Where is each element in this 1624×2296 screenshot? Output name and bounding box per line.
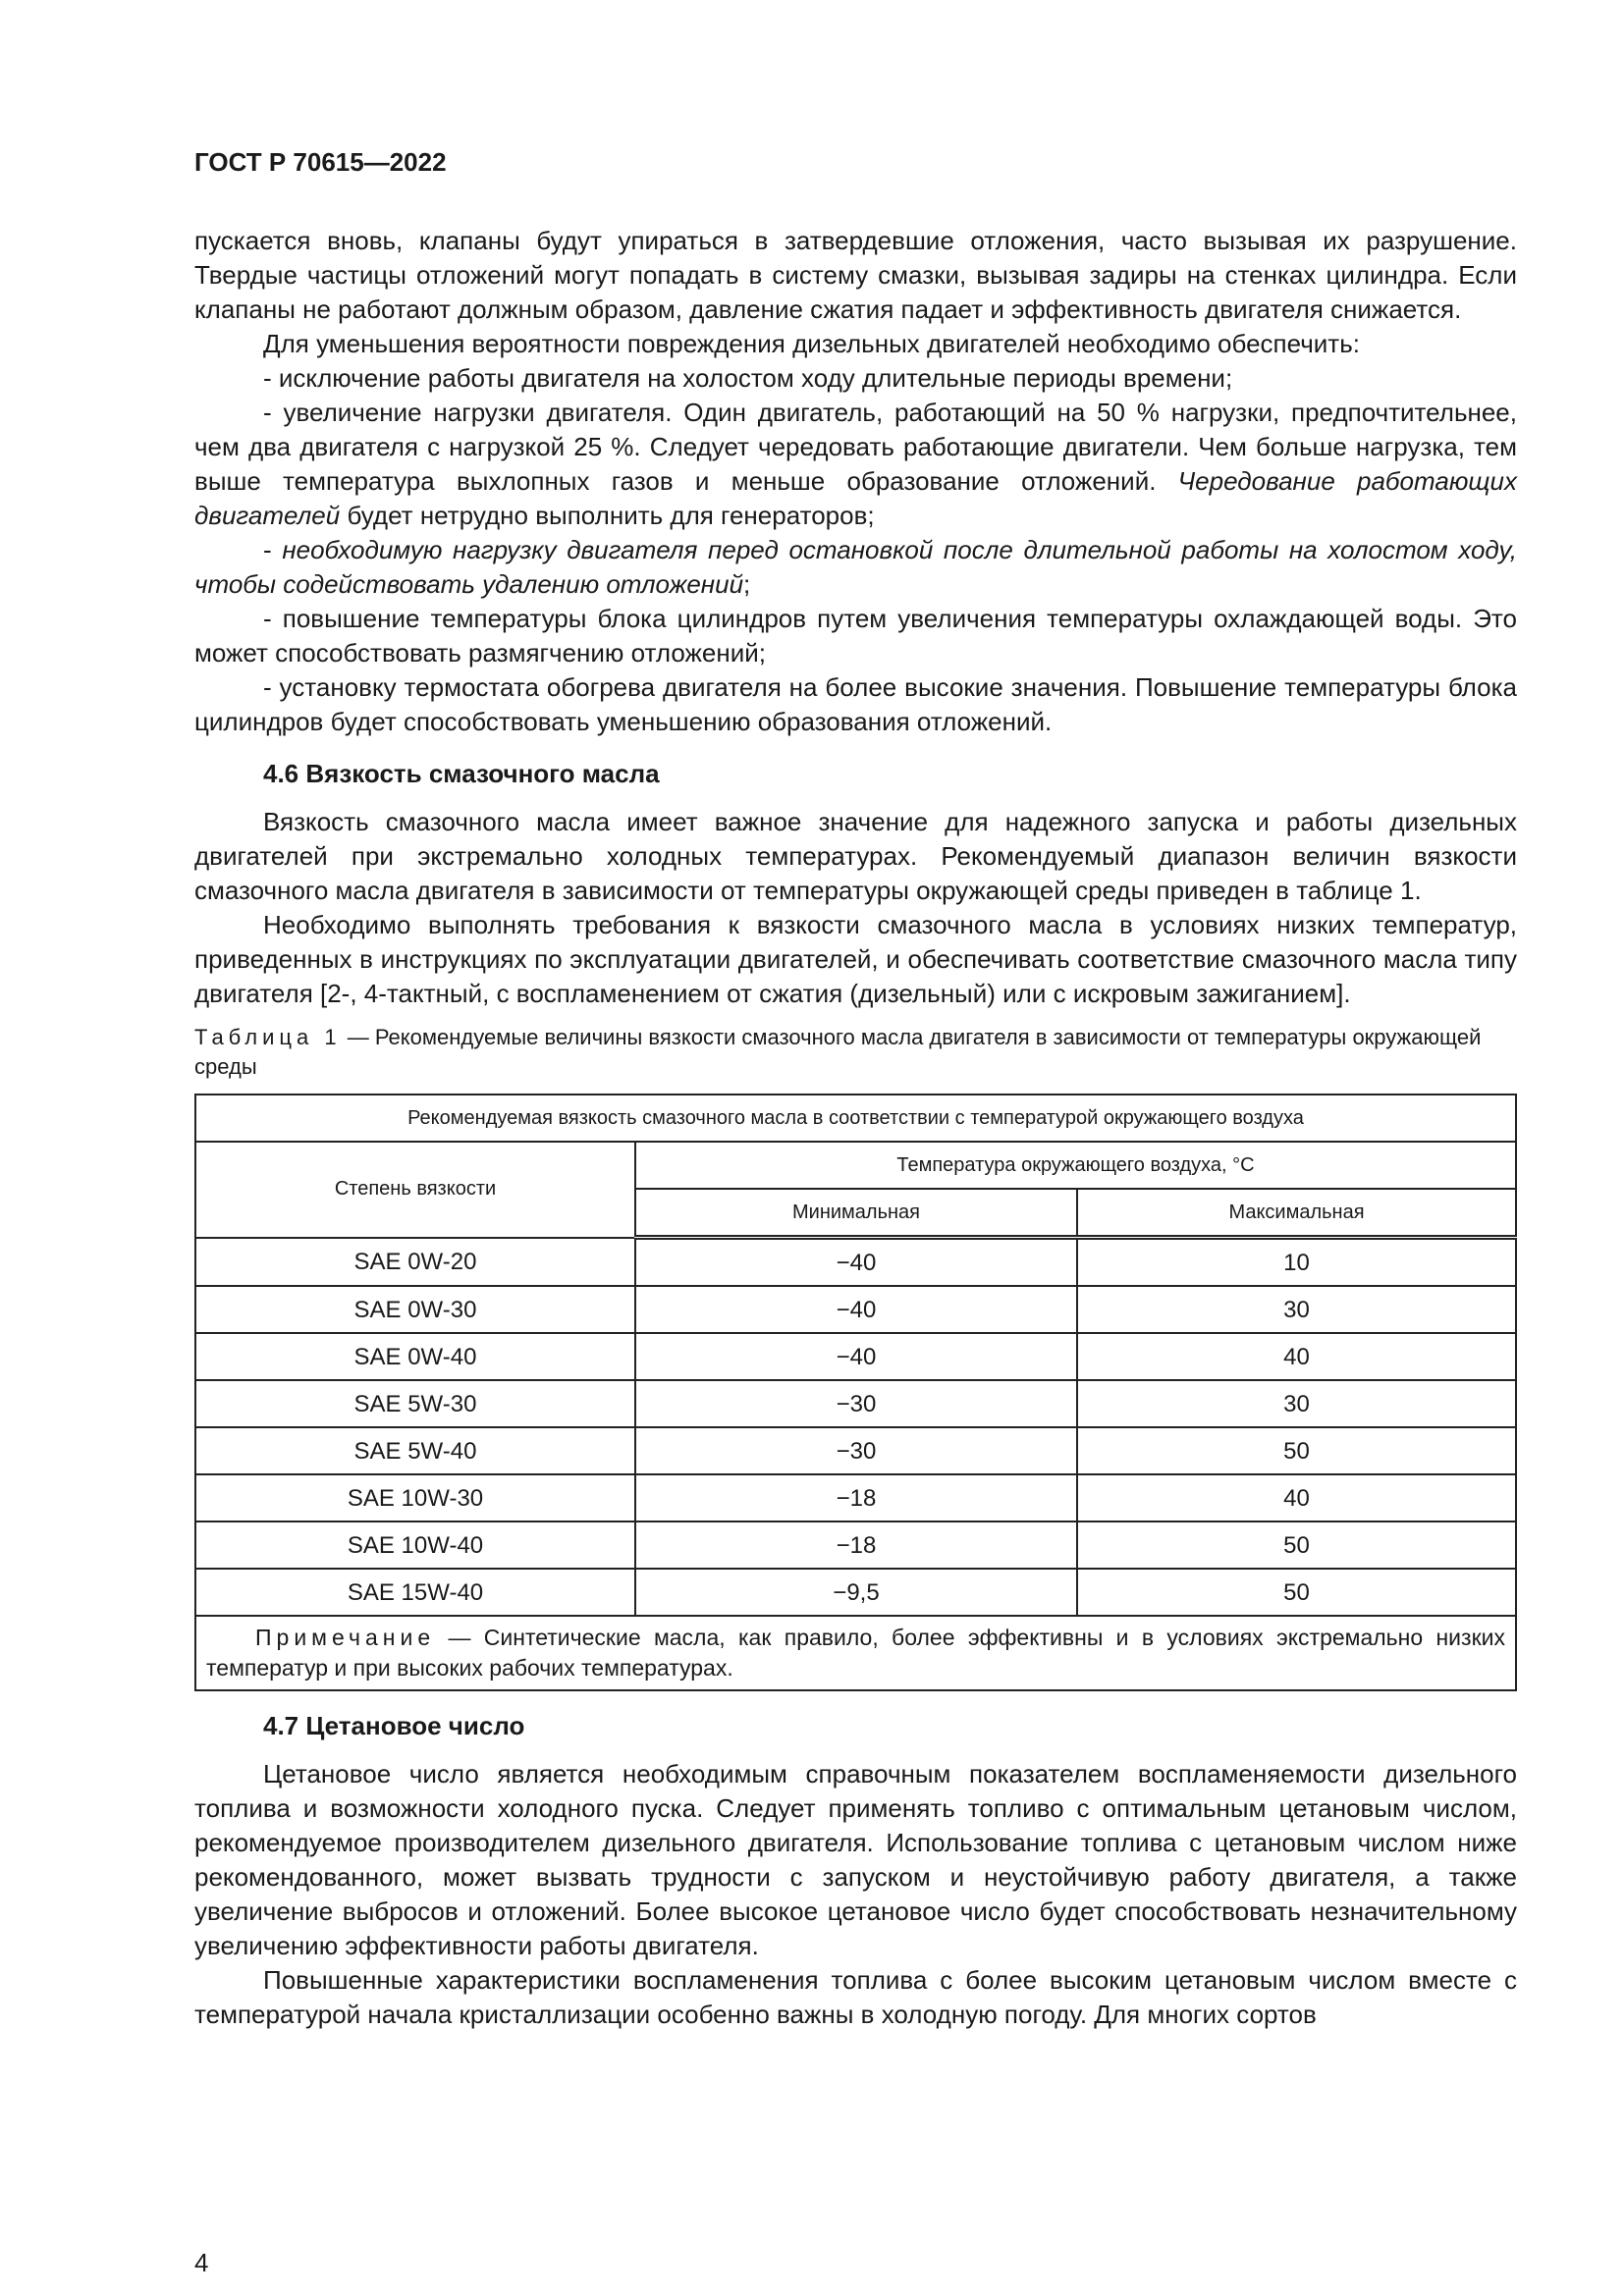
- column-header-grade: Степень вязкости: [195, 1142, 635, 1238]
- table-row: [195, 1569, 1516, 1616]
- table-row: [195, 1286, 1516, 1333]
- paragraph: пускается вновь, клапаны будут упираться в затвердевшие отложения, часто вызывая их разрушение. Твердые частицы отложений могут попадать в систему смазки, вызывая задиры на стенках цилиндра. Если клапаны не работают должным образом, давление сжатия падает и эффективность двигателя снижается.: [194, 226, 1517, 324]
- text: -: [263, 535, 283, 564]
- table-top-header: Рекомендуемая вязкость смазочного масла в соответствии с температурой окружающего воздуха: [195, 1095, 1516, 1142]
- table-row: [195, 1238, 1516, 1287]
- cell-grade: SAE 0W-40: [195, 1333, 635, 1380]
- cell-min: −18: [635, 1522, 1077, 1569]
- table-row: [195, 1427, 1516, 1474]
- text: ;: [743, 569, 751, 599]
- table-row: [195, 1522, 1516, 1569]
- cell-max: 30: [1077, 1380, 1516, 1427]
- cell-max: 40: [1077, 1474, 1516, 1522]
- cell-grade: SAE 10W-40: [195, 1522, 635, 1569]
- cell-max: 10: [1077, 1238, 1516, 1287]
- list-item: - повышение температуры блока цилиндров путем увеличения температуры охлаждающей воды. Это может способствовать размягчению отложений;: [194, 604, 1517, 667]
- text: - увеличение нагрузки двигателя. Один двигатель, работающий на 50 % нагрузки, предпочтительнее, чем два двигателя с нагрузкой 25 %. Следует чередовать работающие двигатели. Чем больше нагрузка, тем выше температура выхлопных газов и меньше образование отложений.: [194, 398, 1517, 496]
- paragraph: Повышенные характеристики воспламенения топлива с более высоким цетановым числом вместе с температурой начала кристаллизации особенно важны в холодную погоду. Для многих сортов: [194, 1965, 1517, 2029]
- page-body: [194, 224, 1517, 2032]
- cell-min: −40: [635, 1333, 1077, 1380]
- section-heading: 4.6 Вязкость смазочного масла: [263, 759, 660, 788]
- cell-min: −9,5: [635, 1569, 1077, 1616]
- cell-max: 50: [1077, 1569, 1516, 1616]
- paragraph: Вязкость смазочного масла имеет важное значение для надежного запуска и работы дизельных двигателей при экстремально холодных температурах. Рекомендуемый диапазон величин вязкости смазочного масла двигателя в зависимости от температуры окружающей среды приведен в таблице 1.: [194, 807, 1517, 905]
- cell-grade: SAE 10W-30: [195, 1474, 635, 1522]
- cell-min: −30: [635, 1427, 1077, 1474]
- cell-max: 50: [1077, 1522, 1516, 1569]
- table-note: [195, 1616, 1516, 1690]
- table-caption-label: Таблица 1: [194, 1025, 342, 1049]
- column-header-max: Максимальная: [1077, 1189, 1516, 1238]
- viscosity-table: [194, 1094, 1517, 1691]
- cell-grade: SAE 5W-40: [195, 1427, 635, 1474]
- cell-min: −18: [635, 1474, 1077, 1522]
- cell-grade: SAE 0W-30: [195, 1286, 635, 1333]
- paragraph: Для уменьшения вероятности повреждения дизельных двигателей необходимо обеспечить:: [263, 329, 1360, 358]
- document-header: ГОСТ Р 70615—2022: [194, 147, 447, 177]
- paragraph: Цетановое число является необходимым справочным показателем воспламеняемости дизельного топлива и возможности холодного пуска. Следует применять топливо с оптимальным цетановым числом, рекомендуемое производителем дизельного двигателя. Использование топлива с цетановым числом ниже рекомендованного, может вызвать трудности с запуском и неустойчивую работу двигателя, а также увеличение выбросов и отложений. Более высокое цетановое число будет способствовать незначительному увеличению эффективности работы двигателя.: [194, 1759, 1517, 1960]
- column-header-temperature: Температура окружающего воздуха, °C: [635, 1142, 1516, 1189]
- list-item: - установку термостата обогрева двигателя на более высокие значения. Повышение температуры блока цилиндров будет способствовать уменьшению образования отложений.: [194, 672, 1517, 736]
- cell-grade: SAE 0W-20: [195, 1238, 635, 1287]
- note-label: Примечание: [255, 1625, 436, 1650]
- note-text: — Синтетические масла, как правило, более эффективны и в условиях экстремально низких температур и при высоких рабочих температурах.: [206, 1625, 1505, 1681]
- cell-grade: SAE 15W-40: [195, 1569, 635, 1616]
- table-row: [195, 1380, 1516, 1427]
- column-header-min: Минимальная: [635, 1189, 1077, 1238]
- cell-min: −40: [635, 1286, 1077, 1333]
- table-row: [195, 1333, 1516, 1380]
- paragraph: Необходимо выполнять требования к вязкости смазочного масла в условиях низких температур, приведенных в инструкциях по эксплуатации двигателей, и обеспечивать соответствие смазочного масла типу двигателя [2-, 4-тактный, с воспламенением от сжатия (дизельный) или с искровым зажиганием].: [194, 910, 1517, 1008]
- cell-grade: SAE 5W-30: [195, 1380, 635, 1427]
- page-number: 4: [194, 2248, 209, 2277]
- cell-min: −40: [635, 1238, 1077, 1287]
- list-item: [194, 533, 1517, 602]
- list-item: [194, 396, 1517, 533]
- cell-min: −30: [635, 1380, 1077, 1427]
- cell-max: 30: [1077, 1286, 1516, 1333]
- cell-max: 40: [1077, 1333, 1516, 1380]
- section-heading: 4.7 Цетановое число: [263, 1711, 525, 1740]
- italic-text: Чередование работающих двигателей: [194, 466, 1517, 530]
- text: будет нетрудно выполнить для генераторов;: [340, 501, 875, 530]
- table-row: [195, 1474, 1516, 1522]
- italic-text: необходимую нагрузку двигателя перед остановкой после длительной работы на холостом ходу, чтобы содействовать удалению отложений: [194, 535, 1517, 599]
- cell-max: 50: [1077, 1427, 1516, 1474]
- table-caption-text: — Рекомендуемые величины вязкости смазочного масла двигателя в зависимости от температуры окружающей среды: [194, 1025, 1482, 1079]
- table-caption: [194, 1023, 1517, 1082]
- list-item: - исключение работы двигателя на холостом ходу длительные периоды времени;: [263, 363, 1233, 393]
